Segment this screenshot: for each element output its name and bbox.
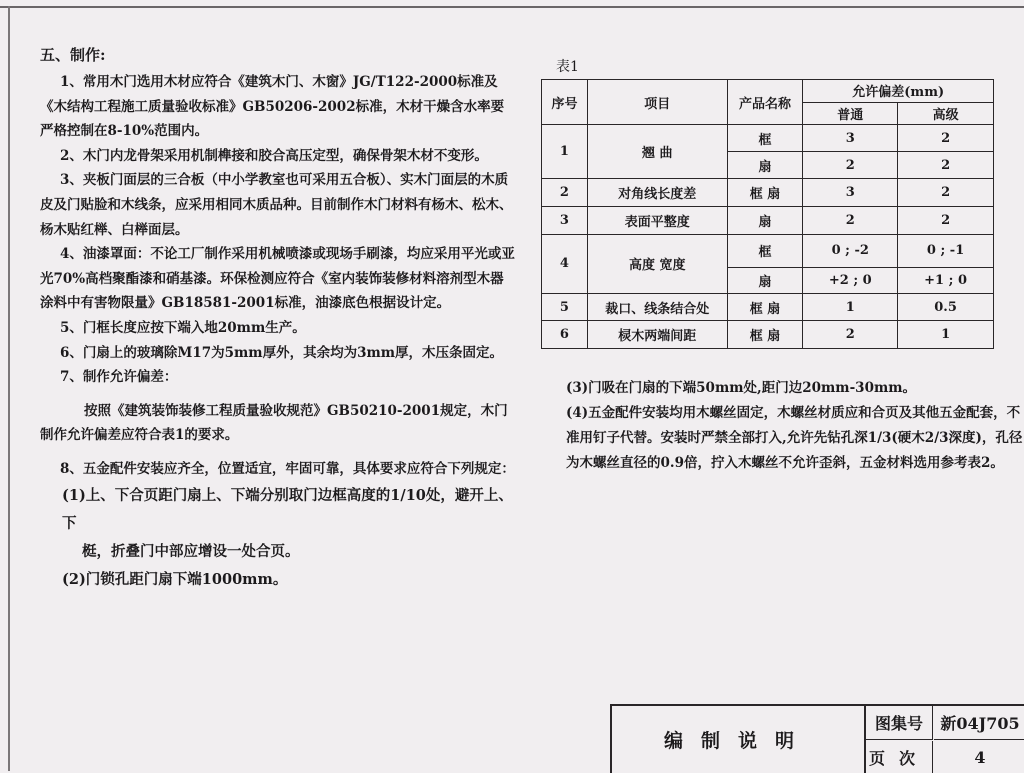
paragraph-6: 6、门扇上的玻璃除M17为5mm厚外，其余均为3mm厚，木压条固定。	[60, 344, 504, 361]
title-block	[610, 704, 1024, 773]
frame-top-border	[0, 6, 1024, 8]
page-number-value: 4	[974, 747, 986, 767]
cell-product: 框	[727, 234, 803, 267]
cell-no: 6	[542, 321, 588, 349]
cell-product: 扇	[727, 267, 803, 294]
cell-product: 框	[727, 125, 803, 152]
table-row	[542, 234, 994, 267]
header-item: 项目	[587, 80, 727, 125]
cell-high: 0.5	[898, 294, 994, 321]
cell-normal: 2	[803, 152, 898, 179]
cell-high: 1	[898, 321, 994, 349]
cell-product: 框 扇	[727, 178, 803, 206]
section-title: 五、制作:	[40, 46, 106, 64]
cell-no: 2	[542, 178, 588, 206]
header-high: 高级	[898, 102, 994, 125]
cell-item: 对角线长度差	[587, 178, 727, 206]
paragraph-5: 5、门框长度应按下端入地20mm生产。	[60, 319, 306, 336]
table-row	[542, 206, 994, 234]
left-column-text	[40, 70, 515, 594]
paragraph-7-body: 按照《建筑装饰装修工程质量验收规范》GB50210-2001规定，木门制作允许偏差应符合表1的要求。	[40, 402, 508, 444]
cell-no: 3	[542, 206, 588, 234]
header-tolerance: 允许偏差(mm)	[803, 80, 994, 103]
cell-normal: 1	[803, 294, 898, 321]
cell-product: 扇	[727, 206, 803, 234]
table-row	[542, 294, 994, 321]
cell-high: 2	[898, 206, 994, 234]
door-stop-rule: (3)门吸在门扇的下端50mm处,距门边20mm-30mm。	[566, 380, 917, 396]
cell-normal: 2	[803, 206, 898, 234]
cell-product: 框 扇	[727, 294, 803, 321]
paragraph-7: 7、制作允许偏差：	[60, 369, 178, 386]
cell-normal: 3	[803, 178, 898, 206]
table-row	[542, 125, 994, 152]
cell-high: 0 ; -1	[898, 234, 994, 267]
header-normal: 普通	[803, 102, 898, 125]
paragraph-8: 8、五金配件安装应齐全，位置适宜，牢固可靠，具体要求应符合下列规定：	[60, 460, 515, 477]
cell-high: +1 ; 0	[898, 267, 994, 294]
cell-no: 4	[542, 234, 588, 294]
page-number-label: 页次	[866, 741, 933, 773]
lock-rule: (2)门锁孔距门扇下端1000mm。	[62, 570, 288, 588]
atlas-number-label: 图集号	[866, 706, 933, 740]
cell-item: 棂木两端间距	[587, 321, 727, 349]
frame-left-border	[8, 6, 10, 771]
cell-item: 裁口、线条结合处	[587, 294, 727, 321]
right-column-text	[556, 376, 1024, 476]
drawing-title: 编制说明	[612, 706, 866, 773]
cell-high: 2	[898, 152, 994, 179]
cell-no: 1	[542, 125, 588, 179]
paragraph-2: 2、木门内龙骨架采用机制榫接和胶合高压定型，确保骨架木材不变形。	[60, 147, 488, 164]
cell-no: 5	[542, 294, 588, 321]
cell-product: 框 扇	[727, 321, 803, 349]
cell-high: 2	[898, 178, 994, 206]
table-row	[542, 178, 994, 206]
paragraph-1: 1、常用木门选用木材应符合《建筑木门、木窗》JG/T122-2000标准及《木结构工程施工质量验收标准》GB50206-2002标准，木材干燥含水率要严格控制在8-10%范围内。	[40, 74, 505, 140]
header-product: 产品名称	[727, 80, 803, 125]
atlas-number-value: 新04J705	[934, 706, 1024, 740]
tolerance-table	[541, 79, 994, 349]
cell-item: 高度 宽度	[587, 234, 727, 294]
cell-item: 表面平整度	[587, 206, 727, 234]
cell-high: 2	[898, 125, 994, 152]
table-caption: 表1	[556, 59, 579, 75]
cell-normal: 2	[803, 321, 898, 349]
hinge-rule-cont: 梃，折叠门中部应增设一处合页。	[82, 542, 300, 560]
cell-normal: +2 ; 0	[803, 267, 898, 294]
paragraph-3: 3、夹板门面层的三合板（中小学教室也可采用五合板）、实木门面层的木质皮及门贴脸和木线条，应采用相同木质品种。目前制作木门材料有杨木、松木、杨木贴红榉、白榉面层。	[40, 172, 513, 238]
cell-item: 翘 曲	[587, 125, 727, 179]
table-row	[542, 321, 994, 349]
hardware-rule: (4)五金配件安装均用木螺丝固定，木螺丝材质应和合页及其他五金配套，不准用钉子代替。安装时严禁全部打入,允许先钻孔深1/3(硬木2/3深度)，孔径为木螺丝直径的0.9倍，拧入木螺丝不允许歪斜，五金材料选用参考表2。	[566, 405, 1023, 471]
header-no: 序号	[542, 80, 588, 125]
cell-normal: 3	[803, 125, 898, 152]
paragraph-4: 4、油漆罩面：不论工厂制作采用机械喷漆或现场手刷漆，均应采用平光或亚光70%高档聚酯漆和硝基漆。环保检测应符合《室内装饰装修材料溶剂型木器涂料中有害物限量》GB18581-2001标准，油漆底色根据设计定。	[40, 246, 515, 312]
hinge-rule: (1)上、下合页距门扇上、下端分别取门边框高度的1/10处，避开上、下	[62, 486, 513, 532]
cell-normal: 0 ; -2	[803, 234, 898, 267]
cell-product: 扇	[727, 152, 803, 179]
